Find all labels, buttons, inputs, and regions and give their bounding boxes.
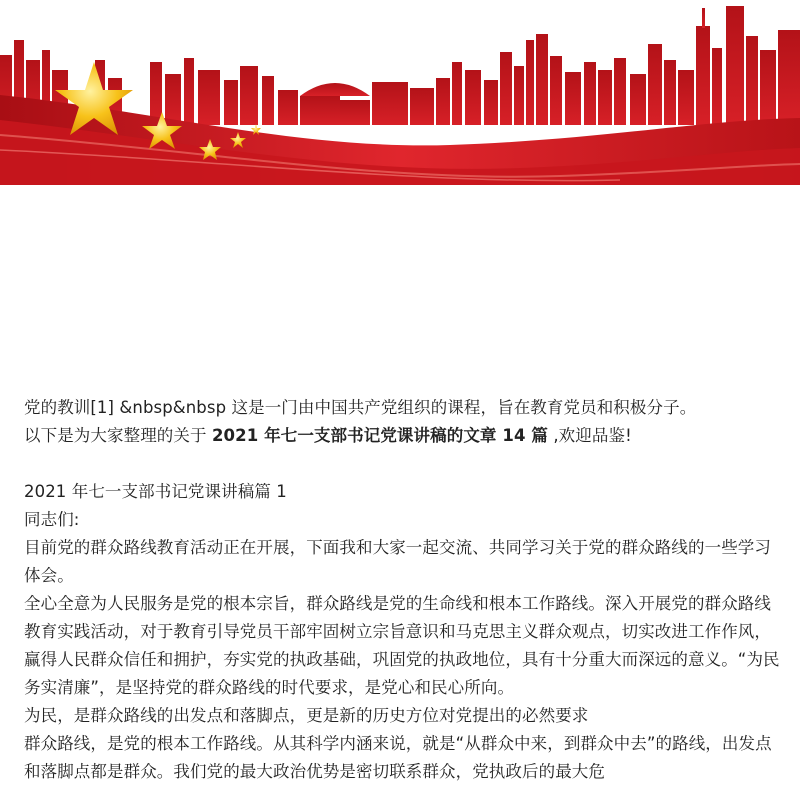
- greeting: 同志们:: [24, 510, 80, 529]
- city-skyline-banner: [0, 0, 800, 185]
- paragraph: 为民，是群众路线的出发点和落脚点，更是新的历史方位对党提出的必然要求: [24, 706, 589, 725]
- paragraph: 目前党的群众路线教育活动正在开展，下面我和大家一起交流、共同学习关于党的群众路线的一些学习体会。: [24, 538, 771, 585]
- paragraph: 群众路线，是党的根本工作路线。从其科学内涵来说，就是“从群众中来，到群众中去”的路线，出发点和落脚点都是群众。我们党的最大政治优势是密切联系群众，党执政后的最大危: [24, 734, 772, 781]
- skyline: [0, 6, 800, 125]
- intro-line: 党的教训[1] &nbsp&nbsp 这是一门由中国共产党组织的课程，旨在教育党员和积极分子。: [24, 398, 697, 417]
- intro-summary: 以下是为大家整理的关于 2021 年七一支部书记党课讲稿的文章 14 篇 ,欢迎品鉴!: [24, 426, 632, 445]
- paragraph: 全心全意为人民服务是党的根本宗旨，群众路线是党的生命线和根本工作路线。深入开展党的群众路线教育实践活动，对于教育引导党员干部牢固树立宗旨意识和马克思主义群众观点，切实改进工作作风，赢得人民群众信任和拥护，夯实党的执政基础，巩固党的执政地位，具有十分重大而深远的意义。“为民务实清廉”，是坚持党的群众路线的时代要求，是党心和民心所向。: [24, 594, 780, 697]
- article-collection-title: 2021 年七一支部书记党课讲稿的文章 14 篇: [211, 426, 548, 445]
- header-banner: [0, 0, 800, 185]
- article-title: 2021 年七一支部书记党课讲稿篇 1: [24, 482, 287, 501]
- document-body: [24, 394, 784, 786]
